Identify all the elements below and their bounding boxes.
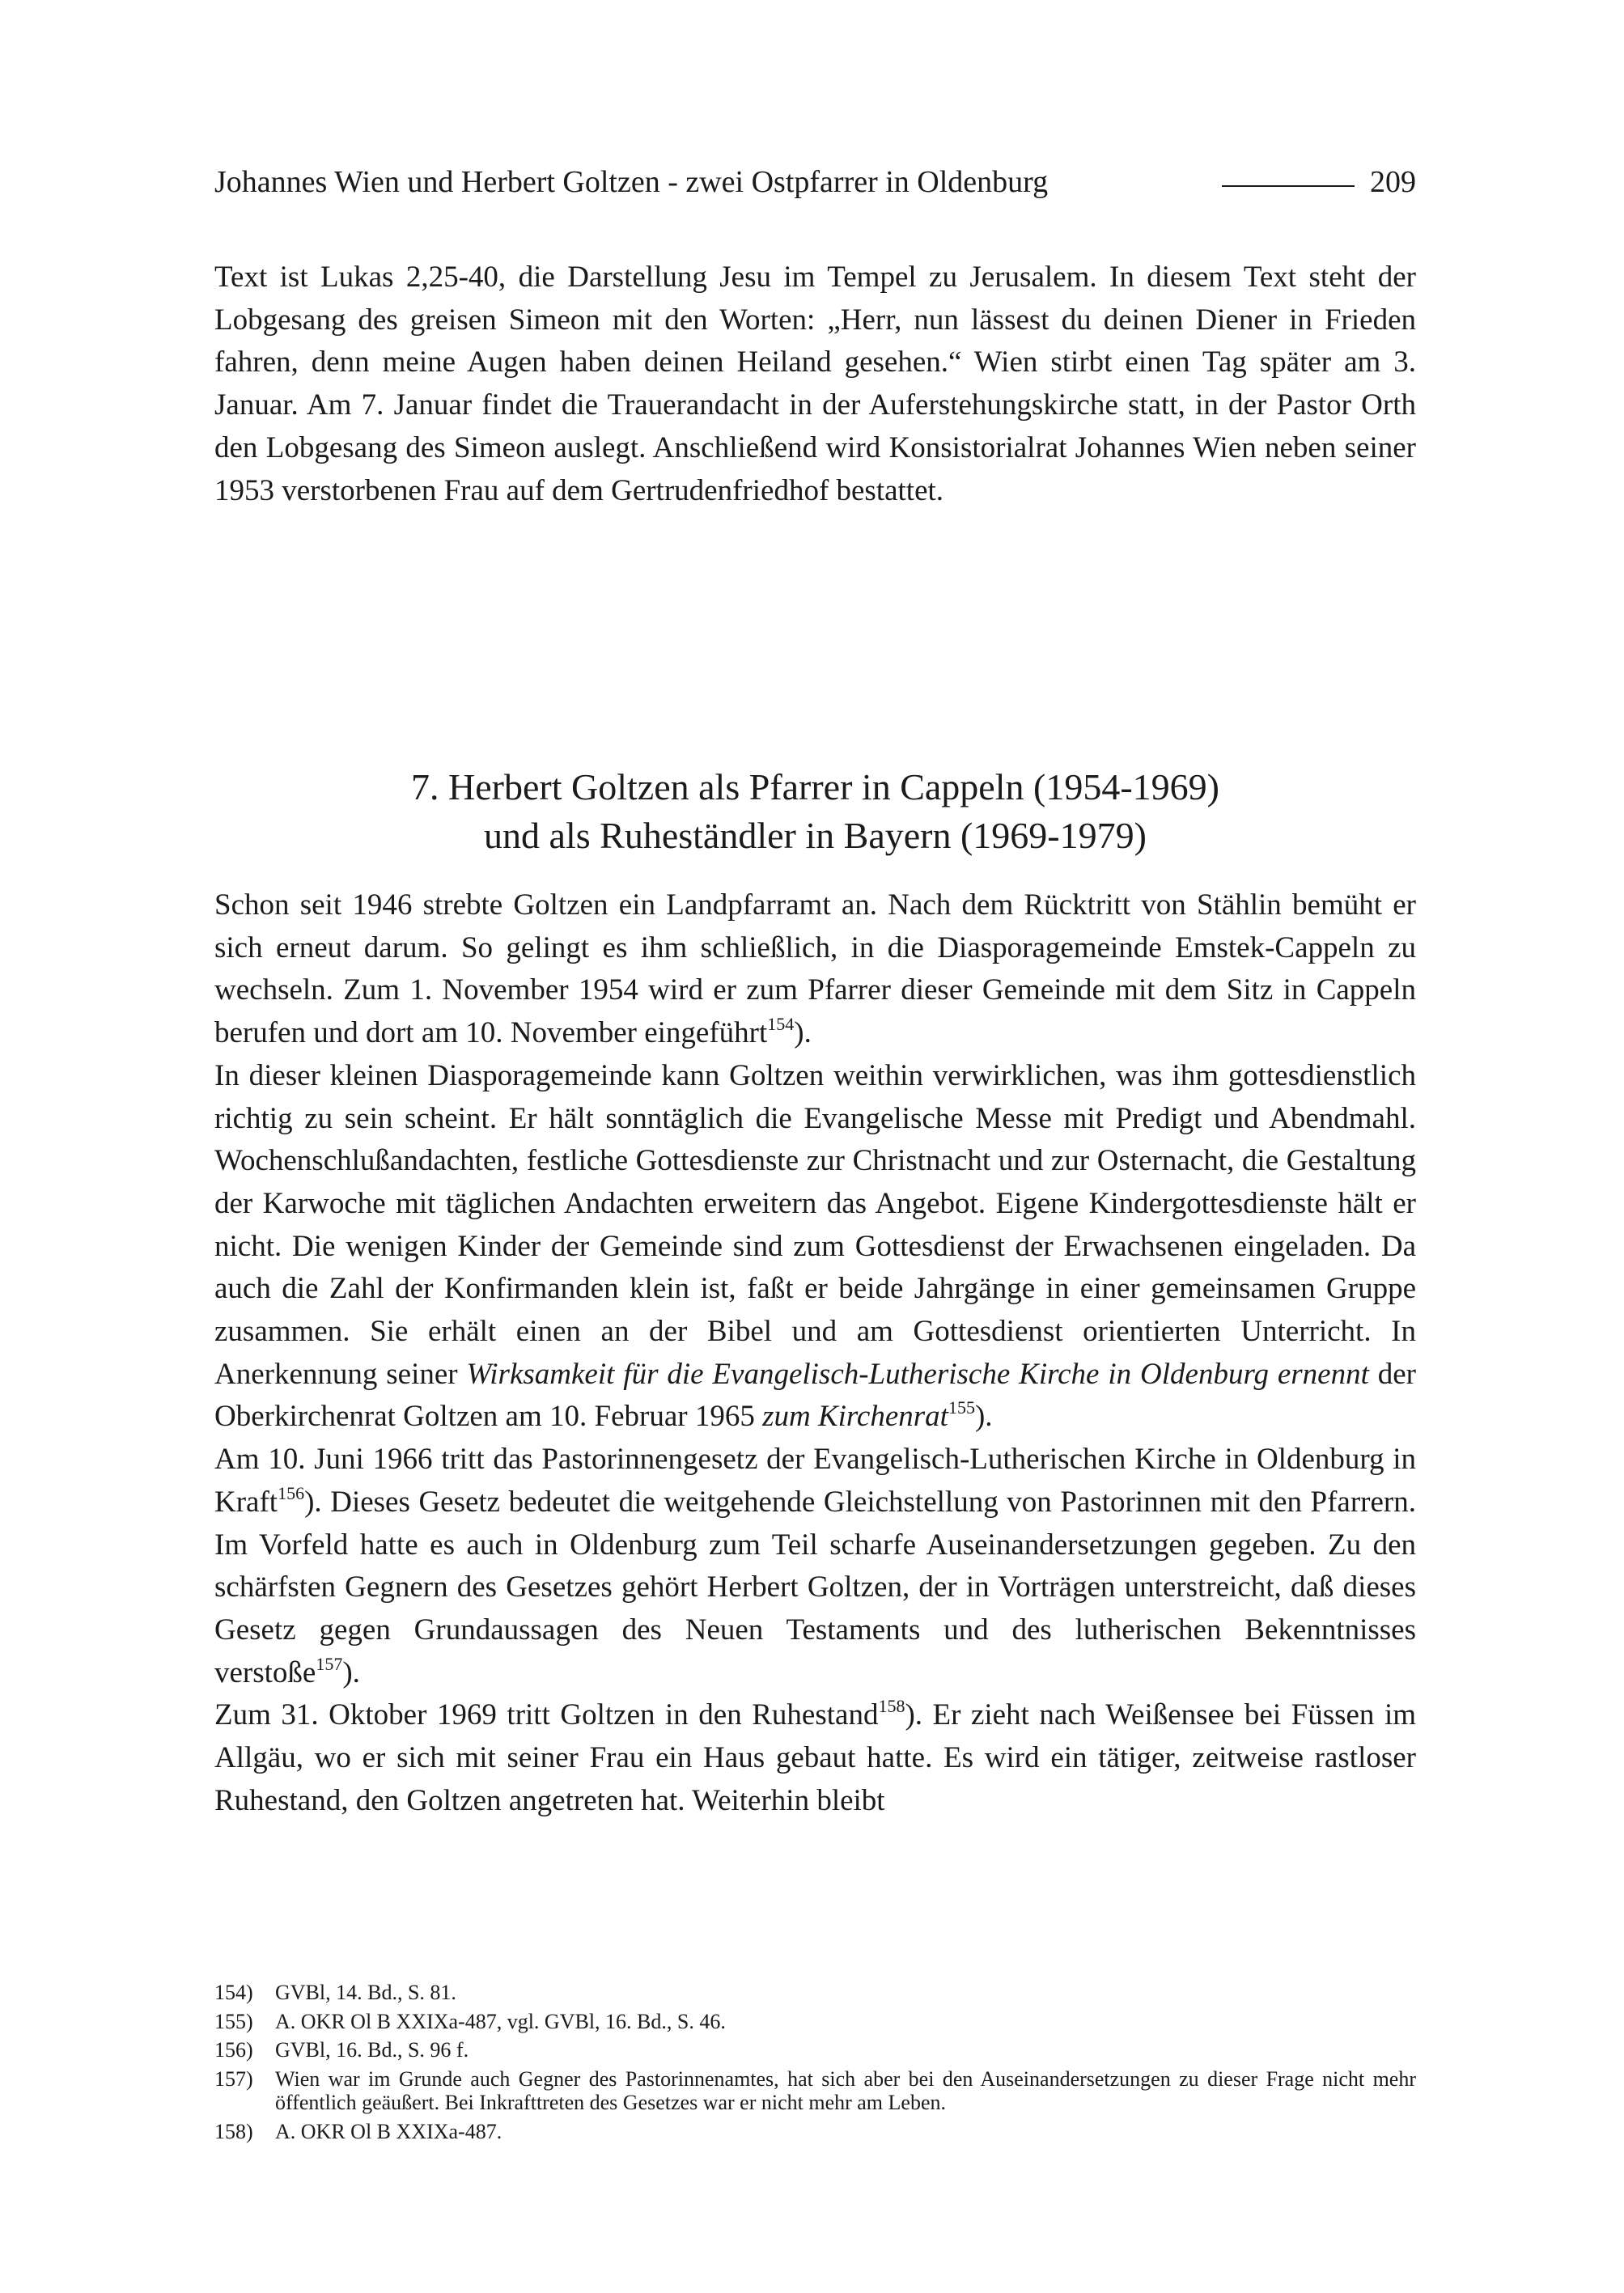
footnote-number: 157) — [214, 2066, 253, 2091]
footnote-text: GVBl, 14. Bd., S. 81. — [275, 1981, 456, 2004]
footnote-ref-154[interactable]: 154 — [767, 1014, 795, 1035]
footnote-155 — [214, 2010, 1416, 2034]
footnote-number: 154) — [214, 1981, 253, 2004]
paragraph-1 — [214, 884, 1416, 1055]
paragraph-1-end: ). — [794, 1016, 812, 1050]
paragraph-2-text: In dieser kleinen Diasporagemeinde kann Goltzen weithin verwirklichen, was ihm gottesdienstlich richtig zu sein scheint. Er hält sonntäglich die Evangelische Messe mit Predigt und Abendmahl. Wochenschlußandachten, festliche Gottesdienste zur Christnacht und zur Osternacht, die Gestaltung der Karwoche mit täglichen Andachten erweitern das Angebot. Eigene Kindergottesdienste hält er nicht. Die wenigen Kinder der Gemeinde sind zum Gottesdienst der Erwachsenen eingeladen. Da auch die Zahl der Konfirmanden klein ist, faßt er beide Jahrgänge in einer gemeinsamen Gruppe zusammen. Sie erhält einen an der Bibel und am Gottesdienst orientierten Unterricht. In Anerkennung seiner — [214, 1058, 1416, 1391]
paragraph-1-text: Schon seit 1946 strebte Goltzen ein Landpfarramt an. Nach dem Rücktritt von Stählin bemüht er sich erneut darum. So gelingt es ihm schließlich, in die Diasporagemeinde Emstek-Cappeln zu wechseln. Zum 1. November 1954 wird er zum Pfarrer dieser Gemeinde mit dem Sitz in Cappeln berufen und dort am 10. November eingeführt — [214, 888, 1416, 1050]
paragraph-2-end: ). — [974, 1400, 993, 1434]
header-rule — [1222, 185, 1355, 187]
intro-paragraph-block — [214, 256, 1416, 512]
section-heading-line-1: 7. Herbert Goltzen als Pfarrer in Cappeln (1954-1969) — [411, 766, 1219, 807]
intro-paragraph: Text ist Lukas 2,25-40, die Darstellung Jesu im Tempel zu Jerusalem. In diesem Text steht der Lobgesang des greisen Simeon mit den Worten: „Herr, nun lässest du deinen Diener in Frieden fahren, denn meine Augen haben deinen Heiland gesehen.“ Wien stirbt einen Tag später am 3. Januar. Am 7. Januar findet die Trauerandacht in der Auferstehungskirche statt, in der Pastor Orth den Lobgesang des Simeon auslegt. Anschließend wird Konsistorialrat Johannes Wien neben seiner 1953 verstorbenen Frau auf dem Gertrudenfriedhof bestattet. — [214, 261, 1416, 507]
paragraph-2 — [214, 1055, 1416, 1439]
paragraph-2-mid: der Oberkirchenrat Goltzen am 10. Februar 1965 — [214, 1357, 1416, 1434]
paragraph-2-italic-1: Wirksamkeit für die Evangelisch-Lutherische Kirche in Oldenburg ernennt — [466, 1357, 1369, 1391]
footnote-text: A. OKR Ol B XXIXa-487. — [275, 2119, 502, 2143]
footnote-158 — [214, 2120, 1416, 2144]
footnote-ref-155[interactable]: 155 — [948, 1397, 975, 1418]
paragraph-4 — [214, 1694, 1416, 1822]
footnote-text: Wien war im Grunde auch Gegner des Pastorinnenamtes, hat sich aber bei den Auseinandersetzungen zu dieser Frage nicht mehr öffentlich geäußert. Bei Inkrafttreten des Gesetzes war er nicht mehr am Leben. — [275, 2066, 1416, 2114]
paragraph-3-text-2: ). Dieses Gesetz bedeutet die weitgehende Gleichstellung von Pastorinnen mit den Pfarrern. Im Vorfeld hatte es auch in Oldenburg zum Teil scharfe Auseinandersetzungen gegeben. Zu den schärfsten Gegnern des Gesetzes gehört Herbert Goltzen, der in Vorträgen unterstreicht, daß dieses Gesetz gegen Grundaussagen des Neuen Testaments und des lutherischen Bekenntnisses verstoße — [214, 1485, 1416, 1689]
paragraph-4-text-2: ). Er zieht nach Weißensee bei Füssen im Allgäu, wo er sich mit seiner Frau ein Haus gebaut hatte. Es wird ein tätiger, zeitweise rastloser Ruhestand, den Goltzen angetreten hat. Weiterhin bleibt — [214, 1698, 1417, 1817]
section-heading — [214, 763, 1416, 860]
page-number: 209 — [1370, 165, 1416, 199]
paragraph-2-italic-2: zum Kirchenrat — [762, 1400, 948, 1434]
footnote-text: GVBl, 16. Bd., S. 96 f. — [275, 2038, 469, 2062]
footnote-ref-158[interactable]: 158 — [878, 1696, 905, 1717]
footnote-156 — [214, 2038, 1416, 2062]
footnotes — [214, 1981, 1416, 2148]
footnote-157 — [214, 2067, 1416, 2115]
footnote-text: A. OKR Ol B XXIXa-487, vgl. GVBl, 16. Bd., S. 46. — [275, 2009, 726, 2033]
paragraph-3 — [214, 1439, 1416, 1694]
footnote-ref-156[interactable]: 156 — [278, 1482, 305, 1503]
running-header — [214, 158, 1416, 206]
footnote-154 — [214, 1981, 1416, 2005]
header-title: Johannes Wien und Herbert Goltzen - zwei Ostpfarrer in Oldenburg — [214, 165, 1049, 199]
paragraph-3-end: ). — [342, 1655, 360, 1689]
main-text — [214, 884, 1416, 1822]
paragraph-4-text-1: Zum 31. Oktober 1969 tritt Goltzen in den Ruhestand — [214, 1698, 879, 1732]
footnote-number: 158) — [214, 2119, 253, 2143]
paragraph-3-text-1: Am 10. Juni 1966 tritt das Pastorinnengesetz der Evangelisch-Lutherischen Kirche in Oldenburg in Kraft — [214, 1443, 1416, 1519]
footnote-number: 156) — [214, 2038, 253, 2062]
section-heading-line-2: und als Ruheständler in Bayern (1969-1979) — [484, 815, 1147, 856]
footnote-ref-157[interactable]: 157 — [316, 1653, 343, 1674]
footnote-number: 155) — [214, 2009, 253, 2033]
